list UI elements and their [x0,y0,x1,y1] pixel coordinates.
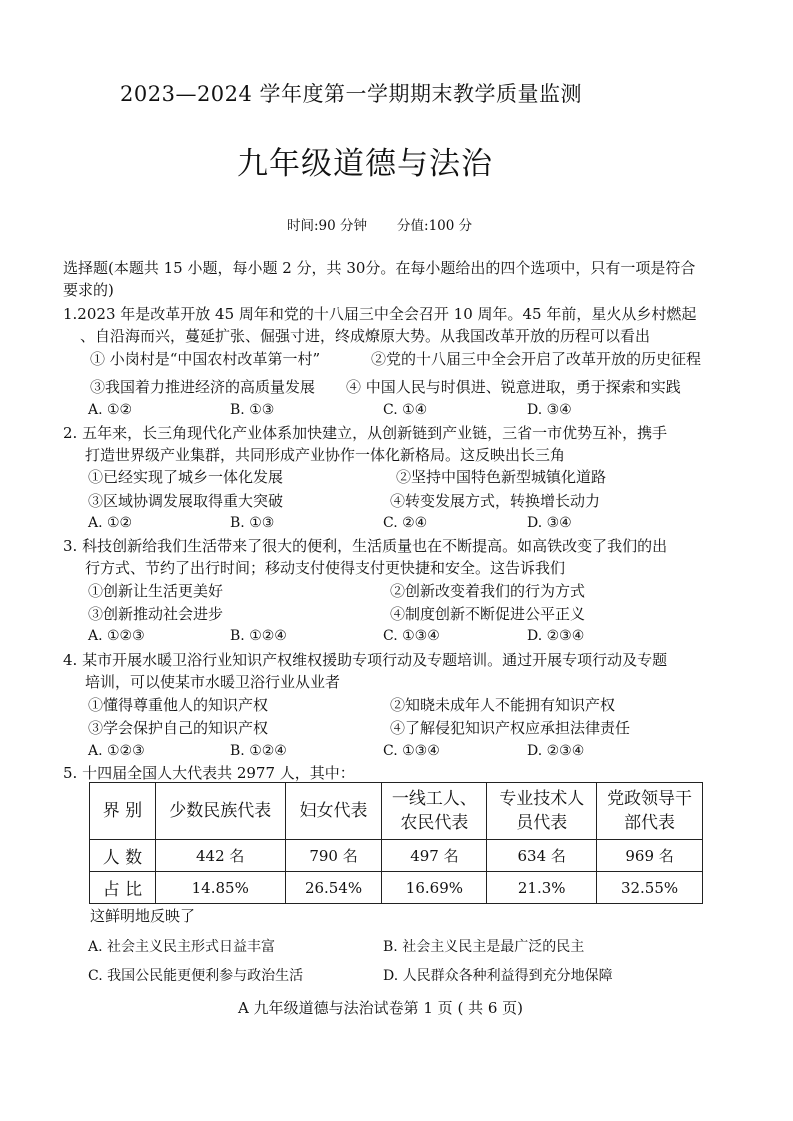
q1-stem-line2: 、自沿海而兴，蔓延扩张、倔强寸进，终成燎原大势。从我国改革开放的历程可以看出 [80,327,651,345]
q2-option-a[interactable]: A. ①② [88,515,133,531]
table-cell: 26.54% [285,872,382,904]
q2-option-c[interactable]: C. ②④ [383,515,428,531]
exam-meta [287,214,472,234]
table-cell: 497 名 [382,840,487,872]
table-cell: 790 名 [285,840,382,872]
q4-stem-line1: 4. 某市开展水暖卫浴行业知识产权维权援助专项行动及专题培训。通过开展专项行动及专题 [63,651,668,669]
q1-statement-1: ① 小岗村是“中国农村改革第一村” [90,350,321,368]
q4-option-c[interactable]: C. ①③④ [383,743,440,759]
deputies-table [89,782,703,904]
table-header-cell: 专业技术人 员代表 [487,783,597,840]
table-cell: 634 名 [487,840,597,872]
q5-after-table: 这鲜明地反映了 [90,907,196,925]
q3-statement-1: ①创新让生活更美好 [88,582,224,600]
table-cell: 32.55% [597,872,703,904]
q2-statement-4: ④转变发展方式，转换增长动力 [390,492,601,510]
table-cell: 占 比 [90,872,156,904]
section-intro-line2: 要求的) [63,281,114,299]
section-intro-line1: 选择题(本题共 15 小题，每小题 2 分，共 30分。在每小题给出的四个选项中，只有一项是符合 [63,259,696,277]
subject-title: 九年级道德与法治 [237,146,493,182]
q1-option-d[interactable]: D. ③④ [527,402,572,418]
q1-option-b[interactable]: B. ①③ [230,402,275,418]
table-header-row [90,783,703,840]
table-cell: 16.69% [382,872,487,904]
page-footer: A 九年级道德与法治试卷第 1 页 ( 共 6 页) [238,999,524,1017]
q5-option-c[interactable]: C. 我国公民能更便利参与政治生活 [88,968,304,984]
table-header-cell: 一线工人、 农民代表 [382,783,487,840]
exam-score: 分值:100 分 [397,218,473,234]
table-header-cell: 党政领导干 部代表 [597,783,703,840]
q4-statement-1: ①懂得尊重他人的知识产权 [88,696,269,714]
q3-statement-4: ④制度创新不断促进公平正义 [390,605,586,623]
q2-stem-line2: 打造世界级产业集群，共同形成产业协作一体化新格局。这反映出长三角 [85,446,566,464]
q2-stem-line1: 2. 五年来，长三角现代化产业体系加快建立，从创新链到产业链，三省一市优势互补，携手 [63,424,668,442]
q2-option-d[interactable]: D. ③④ [527,515,572,531]
table-header-cell: 少数民族代表 [155,783,285,840]
q4-option-b[interactable]: B. ①②④ [230,743,287,759]
q3-stem-line2: 行方式、节约了出行时间；移动支付使得支付更快捷和安全。这告诉我们 [85,559,566,577]
q3-option-a[interactable]: A. ①②③ [88,628,145,644]
q5-option-d[interactable]: D. 人民群众各种利益得到充分地保障 [383,968,613,984]
q1-option-c[interactable]: C. ①④ [383,402,428,418]
q1-option-a[interactable]: A. ①② [88,402,133,418]
q1-statement-3: ③我国着力推进经济的高质量发展 [90,378,316,396]
q5-option-b[interactable]: B. 社会主义民主是最广泛的民主 [383,939,585,955]
table-cell: 人 数 [90,840,156,872]
q5-option-a[interactable]: A. 社会主义民主形式日益丰富 [88,939,276,955]
q2-statement-1: ①已经实现了城乡一体化发展 [88,468,284,486]
table-row-count [90,840,703,872]
table-row-share [90,872,703,904]
table-cell: 14.85% [155,872,285,904]
q1-statement-2: ②党的十八届三中全会开启了改革开放的历史征程 [371,350,702,368]
table-header-cell: 妇女代表 [285,783,382,840]
q2-statement-2: ②坚持中国特色新型城镇化道路 [396,468,607,486]
q4-statement-4: ④了解侵犯知识产权应承担法律责任 [390,719,631,737]
q3-statement-2: ②创新改变着我们的行为方式 [390,582,586,600]
q3-option-c[interactable]: C. ①③④ [383,628,440,644]
q3-option-b[interactable]: B. ①②④ [230,628,287,644]
q4-statement-2: ②知晓未成年人不能拥有知识产权 [390,696,616,714]
table-cell: 21.3% [487,872,597,904]
q4-statement-3: ③学会保护自己的知识产权 [88,719,269,737]
q3-stem-line1: 3. 科技创新给我们生活带来了很大的便利，生活质量也在不断提高。如高铁改变了我们的出 [63,537,668,555]
q4-stem-line2: 培训，可以使某市水暖卫浴行业从业者 [85,673,341,691]
exam-header: 2023—2024 学年度第一学期期末教学质量监测 [120,82,583,106]
q1-statement-4: ④ 中国人民与时俱进、锐意进取，勇于探索和实践 [346,378,681,396]
q3-statement-3: ③创新推动社会进步 [88,605,224,623]
table-cell: 969 名 [597,840,703,872]
table-header-cell: 界 别 [90,783,156,840]
q4-option-d[interactable]: D. ②③④ [527,743,585,759]
q3-option-d[interactable]: D. ②③④ [527,628,585,644]
q2-statement-3: ③区域协调发展取得重大突破 [88,492,284,510]
q1-stem-line1: 1.2023 年是改革开放 45 周年和党的十八届三中全会召开 10 周年。45 年前，星火从乡村燃起 [63,305,697,323]
exam-time: 时间:90 分钟 [287,218,368,234]
table-cell: 442 名 [155,840,285,872]
q2-option-b[interactable]: B. ①③ [230,515,275,531]
q5-stem-line1: 5. 十四届全国人大代表共 2977 人，其中： [63,764,355,782]
q4-option-a[interactable]: A. ①②③ [88,743,145,759]
